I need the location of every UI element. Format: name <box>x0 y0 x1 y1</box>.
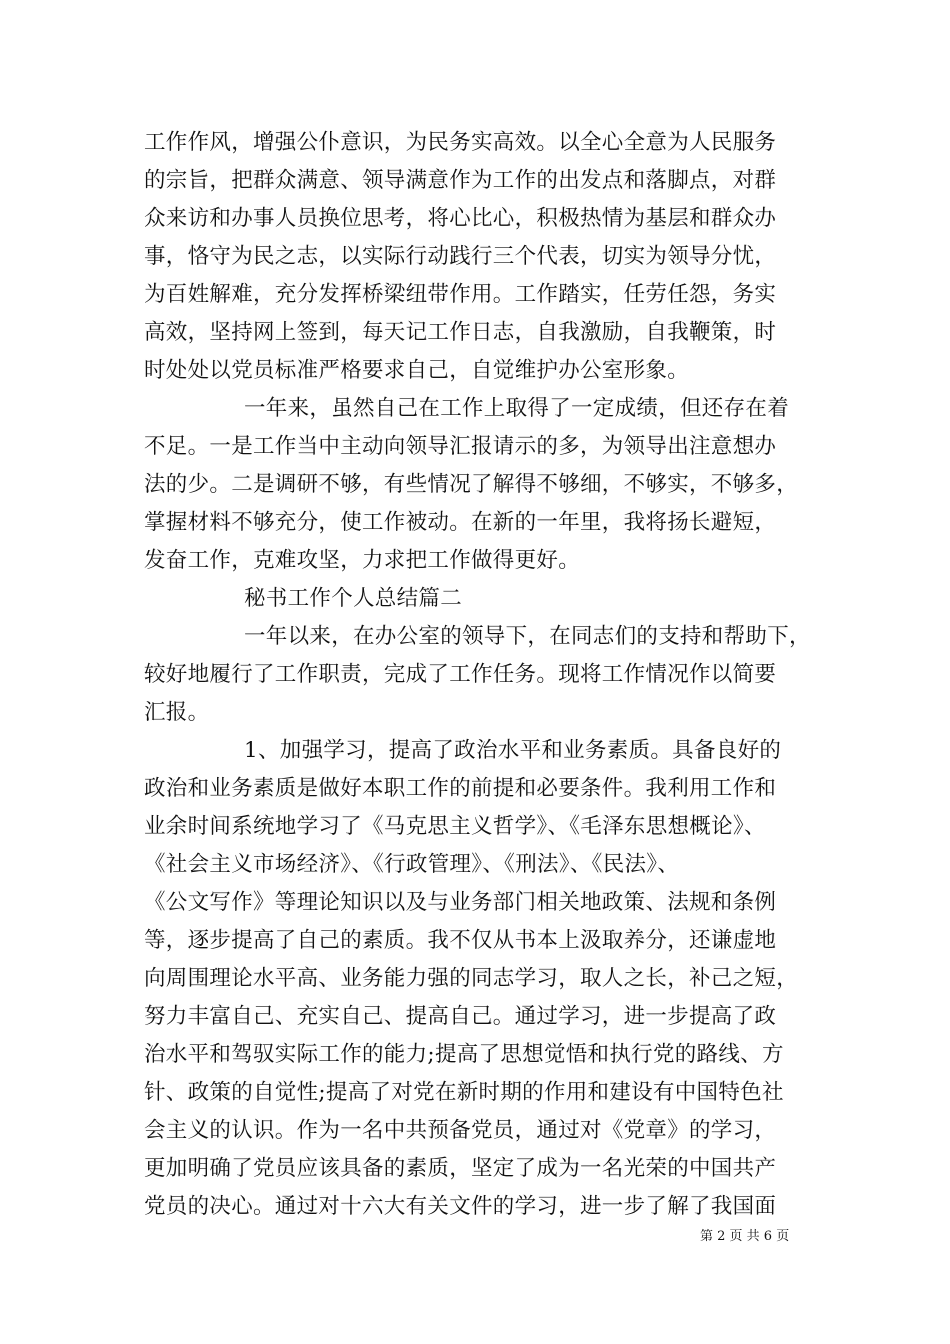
text-line: 时处处以党员标准严格要求自己，自觉维护办公室形象。 <box>144 358 690 383</box>
text-line: 会主义的认识。作为一名中共预备党员，通过对《党章》的学习， <box>144 1118 777 1143</box>
text-line: 党员的决心。通过对十六大有关文件的学习，进一步了解了我国面 <box>144 1194 777 1219</box>
text-line: 掌握材料不够充分，使工作被动。在新的一年里，我将扬长避短， <box>144 510 777 535</box>
text-line: 法的少。二是调研不够，有些情况了解得不够细，不够实，不够多， <box>144 472 799 497</box>
text-line: 《公文写作》等理论知识以及与业务部门相关地政策、法规和条例 <box>144 890 777 915</box>
text-line: 业余时间系统地学习了《马克思主义哲学》、《毛泽东思想概论》、 <box>144 814 766 839</box>
text-line: 治水平和驾驭实际工作的能力;提高了思想觉悟和执行党的路线、方 <box>144 1042 784 1067</box>
text-line: 为百姓解难，充分发挥桥梁纽带作用。工作踏实，任劳任怨，务实 <box>144 282 777 307</box>
paragraph-first-line: 一年以来，在办公室的领导下，在同志们的支持和帮助下， <box>244 624 811 649</box>
text-line: 工作作风，增强公仆意识，为民务实高效。以全心全意为人民服务 <box>144 130 777 155</box>
page-number-footer: 第 2 页 共 6 页 <box>700 1229 790 1244</box>
paragraph-first-line: 一年来，虽然自己在工作上取得了一定成绩，但还存在着 <box>244 396 790 421</box>
text-line: 针、政策的自觉性;提高了对党在新时期的作用和建设有中国特色社 <box>144 1080 784 1105</box>
text-line: 众来访和办事人员换位思考，将心比心，积极热情为基层和群众办 <box>144 206 777 231</box>
text-line: 更加明确了党员应该具备的素质，坚定了成为一名光荣的中国共产 <box>144 1156 777 1181</box>
text-line: 高效，坚持网上签到，每天记工作日志，自我激励，自我鞭策，时 <box>144 320 777 345</box>
text-line: 政治和业务素质是做好本职工作的前提和必要条件。我利用工作和 <box>144 776 777 801</box>
text-line: 不足。一是工作当中主动向领导汇报请示的多，为领导出注意想办 <box>144 434 777 459</box>
text-line: 等，逐步提高了自己的素质。我不仅从书本上汲取养分，还谦虚地 <box>144 928 777 953</box>
text-line: 努力丰富自己、充实自己、提高自己。通过学习，进一步提高了政 <box>144 1004 777 1029</box>
text-line: 汇报。 <box>144 700 210 725</box>
text-line: 发奋工作，克难攻坚，力求把工作做得更好。 <box>144 548 581 573</box>
text-line: 事，恪守为民之志，以实际行动践行三个代表，切实为领导分忧， <box>144 244 777 269</box>
text-line: 较好地履行了工作职责，完成了工作任务。现将工作情况作以简要 <box>144 662 777 687</box>
paragraph-first-line: 1、加强学习，提高了政治水平和业务素质。具备良好的 <box>244 738 782 763</box>
text-line: 《社会主义市场经济》、《行政管理》、《刑法》、《民法》、 <box>144 852 680 877</box>
text-line: 的宗旨，把群众满意、领导满意作为工作的出发点和落脚点，对群 <box>144 168 777 193</box>
section-heading: 秘书工作个人总结篇二 <box>244 586 463 611</box>
text-line: 向周围理论水平高、业务能力强的同志学习，取人之长，补己之短， <box>144 966 799 991</box>
